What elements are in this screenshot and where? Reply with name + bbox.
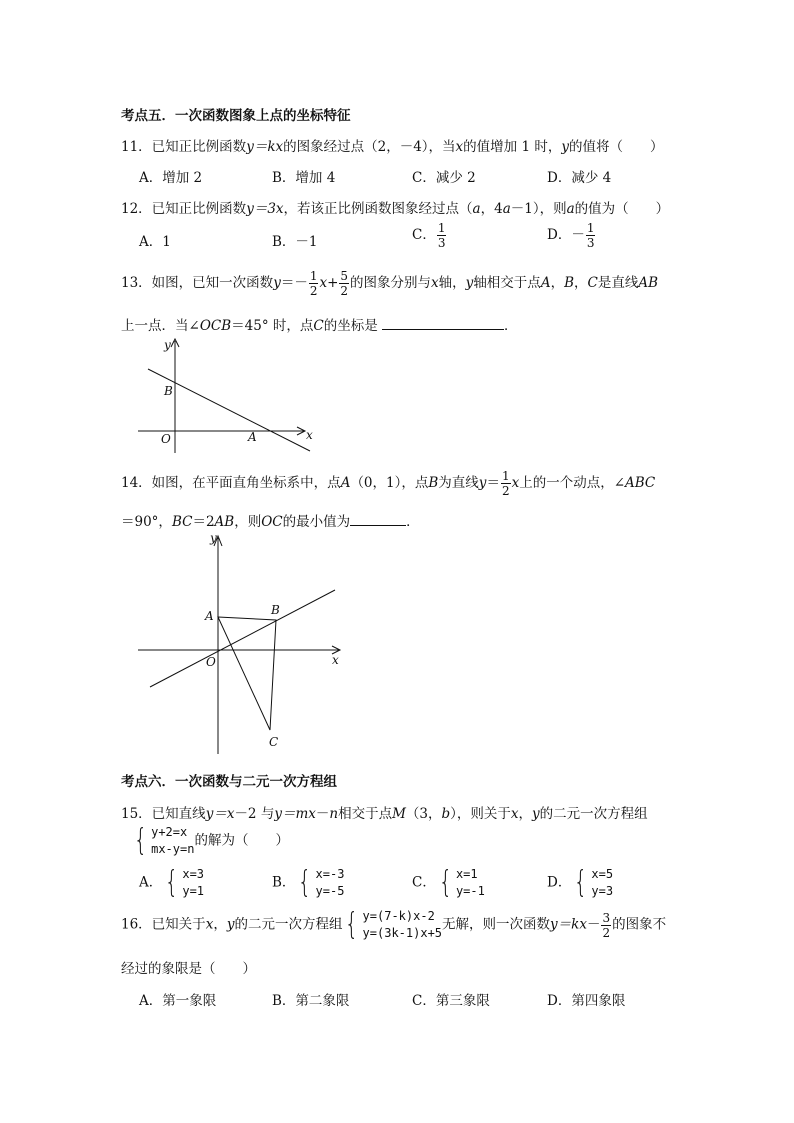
q12-option-b[interactable]: B．－1 <box>272 234 318 250</box>
question-14-line-2 <box>121 510 420 530</box>
fraction-numerator: 3 <box>602 910 611 925</box>
q13-text: 轴， <box>438 275 466 291</box>
fraction-numerator: 1 <box>437 221 446 235</box>
question-11 <box>121 135 663 155</box>
q15-text: 的二元一次方程组 <box>539 806 648 822</box>
fraction-denominator: 2 <box>501 484 510 498</box>
q16-text: 的二元一次方程组 <box>234 916 343 933</box>
q15-system <box>131 824 289 858</box>
q16-option-b[interactable]: B．第二象限 <box>272 993 350 1009</box>
q16-var: y <box>226 916 235 933</box>
triangle-abc <box>218 617 276 730</box>
q14-figure <box>130 530 350 755</box>
q13-text: + <box>327 275 339 291</box>
equation-line: y=1 <box>182 884 205 898</box>
q13-text: 是直线 <box>597 275 639 291</box>
label-b: B <box>164 384 173 398</box>
brace-icon: { <box>345 907 359 942</box>
q16-text: 的图象不 <box>612 916 667 933</box>
q12-option-d[interactable] <box>547 222 596 249</box>
equation-line: x=3 <box>182 867 205 881</box>
q14-var: OC <box>261 514 283 530</box>
label-a: A <box>205 609 214 623</box>
q13-text: 上一点．当∠ <box>121 318 200 334</box>
question-13 <box>121 270 658 297</box>
fraction-numerator: 1 <box>309 269 318 283</box>
q13-var: C <box>587 275 598 291</box>
q13-text: 13．如图，已知一次函数 <box>121 275 274 291</box>
line-ab <box>148 369 310 451</box>
q13-var: B <box>564 275 574 291</box>
q11-text: 11．已知正比例函数 <box>121 139 247 155</box>
q13-text: ＝－ <box>280 275 308 291</box>
q14-var: ABC <box>625 475 656 491</box>
q15-equation: y＝mx <box>274 806 316 822</box>
label-y: y <box>164 338 171 352</box>
q14-var: A <box>340 475 351 491</box>
fraction-denominator: 2 <box>602 925 611 940</box>
q11-equation: y＝kx <box>246 139 284 155</box>
q15-text: （3， <box>405 806 442 822</box>
q16-text: － <box>586 916 601 933</box>
q11-var: x <box>455 139 464 155</box>
equation-system <box>591 866 613 900</box>
q15-option-d[interactable] <box>547 866 613 900</box>
q16-text: 无解，则一次函数 <box>442 916 551 933</box>
q12-var: a <box>566 201 575 217</box>
q14-var: B <box>428 475 439 491</box>
q16-option-d[interactable]: D．第四象限 <box>547 993 626 1009</box>
q16-text: 16．已知关于 <box>121 916 206 933</box>
q12-text: 的值为（ ） <box>574 201 670 217</box>
fraction-numerator: 5 <box>340 269 349 283</box>
q11-option-c[interactable]: C．减少 2 <box>412 170 476 186</box>
q11-option-b[interactable]: B．增加 4 <box>272 170 336 186</box>
q16-option-c[interactable]: C．第三象限 <box>412 993 490 1009</box>
q14-text: 14．如图，在平面直角坐标系中，点 <box>121 475 341 491</box>
fraction-denominator: 2 <box>309 284 318 298</box>
fraction-denominator: 3 <box>437 236 446 250</box>
q13-fraction-2 <box>339 270 349 297</box>
q12-option-c-fraction <box>437 222 447 249</box>
equation-line: x=5 <box>591 867 614 881</box>
q15-text: － <box>315 806 330 822</box>
q14-text: ，则 <box>234 514 262 530</box>
q15-var: x <box>510 806 519 822</box>
equation-system <box>151 824 194 858</box>
q14-fraction <box>501 470 511 497</box>
section-heading-5: 考点五．一次函数图象上点的坐标特征 <box>121 108 351 124</box>
q15-option-b[interactable] <box>272 866 344 900</box>
q12-option-a[interactable]: A．1 <box>139 234 171 250</box>
q12-equation: y＝3x <box>246 201 284 217</box>
brace-icon: { <box>574 865 588 900</box>
equation-line: y=(3k-1)x+5 <box>362 926 443 940</box>
q15-text: －2 与 <box>234 806 275 822</box>
fraction-denominator: 3 <box>586 236 595 250</box>
q15-var: y <box>532 806 540 822</box>
q14-text: ＝ <box>486 475 500 491</box>
q15-var: b <box>441 806 451 822</box>
q12-var: a <box>502 201 511 217</box>
q13-figure <box>130 335 315 455</box>
q14-text: ＝2 <box>192 514 215 530</box>
label-b: B <box>271 603 280 617</box>
q13-text: ， <box>550 275 565 291</box>
q12-text: 12．已知正比例函数 <box>121 201 247 217</box>
q12-text: －1），则 <box>510 201 567 217</box>
equation-line: y=3 <box>591 884 614 898</box>
q14-text: 为直线 <box>438 475 479 491</box>
q16-equation: y＝kx <box>550 916 587 933</box>
q15-option-a[interactable] <box>139 866 204 900</box>
q14-text: （0，1），点 <box>350 475 429 491</box>
q16-text: ， <box>213 916 227 933</box>
brace-icon: { <box>438 865 453 900</box>
q11-var: y <box>561 139 569 155</box>
label-a: A <box>248 430 257 444</box>
q11-option-d[interactable]: D．减少 4 <box>547 170 612 186</box>
q15-text: 15．已知直线 <box>121 806 206 822</box>
fraction-denominator: 2 <box>340 284 349 298</box>
q13-answer-blank[interactable] <box>382 317 504 330</box>
q14-var: BC <box>171 514 193 530</box>
q13-fraction-1 <box>309 270 319 297</box>
q15-text: ， <box>518 806 533 822</box>
brace-icon: { <box>133 823 148 858</box>
q15-option-c[interactable] <box>412 866 485 900</box>
q13-text: ， <box>573 275 588 291</box>
label-c: C <box>269 735 279 749</box>
label-x: x <box>306 428 313 442</box>
q14-answer-blank[interactable] <box>350 513 406 526</box>
q14-text: 上的一个动点，∠ <box>519 475 626 491</box>
label-o: O <box>161 432 171 446</box>
q16-option-a[interactable]: A．第一象限 <box>139 993 217 1009</box>
equation-system <box>182 866 204 900</box>
q14-var: x <box>511 475 520 491</box>
equation-system <box>456 866 485 900</box>
q11-text: 的值增加 1 时， <box>463 139 562 155</box>
q14-text: 的最小值为 <box>282 514 351 530</box>
option-label: A． <box>139 874 163 891</box>
equation-line: y=(7-k)x-2 <box>362 909 435 923</box>
equation-line: x=1 <box>455 867 478 881</box>
q16-var: x <box>205 916 214 933</box>
q13-text: 轴相交于点 <box>473 275 541 291</box>
q11-option-a[interactable]: A．增加 2 <box>139 170 203 186</box>
q12-var: a <box>472 201 481 217</box>
q11-text: 的值将（ ） <box>568 139 664 155</box>
equation-line: y=-5 <box>315 884 345 898</box>
q12-option-d-fraction <box>586 222 596 249</box>
q15-var: M <box>392 806 406 822</box>
label-x: x <box>332 653 339 667</box>
equation-line: y+2=x <box>151 825 188 839</box>
q13-var: AB <box>638 275 658 291</box>
q12-text: ，若该正比例函数图象经过点（ <box>283 201 473 217</box>
q13-var: y <box>465 275 474 291</box>
q13-var: x <box>319 275 328 291</box>
equation-line: mx-y=n <box>151 842 195 856</box>
equation-line: x=-3 <box>315 867 345 881</box>
q12-option-d-label: D．－ <box>547 227 585 243</box>
q13-var: C <box>313 318 324 334</box>
q14-var: AB <box>214 514 235 530</box>
q13-var: y <box>273 275 281 291</box>
q12-text: ，4 <box>480 201 503 217</box>
fraction-numerator: 1 <box>586 221 595 235</box>
q15-text: 相交于点 <box>338 806 393 822</box>
q15-text: ），则关于 <box>450 806 511 822</box>
q13-var: OCB <box>199 318 232 334</box>
q12-option-c-label: C． <box>412 227 436 243</box>
option-label: C． <box>412 874 436 891</box>
q15-text: 的解为（ ） <box>194 832 289 849</box>
question-16-line-2: 经过的象限是（ ） <box>121 961 256 977</box>
q13-text: ＝45° 时，点 <box>231 318 314 334</box>
label-o: O <box>206 655 216 669</box>
section-heading-6: 考点六．一次函数与二元一次方程组 <box>121 774 337 790</box>
q13-text: 的图象分别与 <box>350 275 432 291</box>
equation-system <box>363 908 442 942</box>
q16-fraction <box>601 912 611 939</box>
brace-icon: { <box>298 865 312 900</box>
q14-var: y <box>478 475 487 491</box>
question-13-line-2 <box>121 314 518 334</box>
q13-text: ． <box>504 318 518 334</box>
q11-text: 的图象经过点（2，－4），当 <box>283 139 456 155</box>
q15-var: n <box>329 806 339 822</box>
q13-var: A <box>540 275 551 291</box>
question-14 <box>121 470 655 497</box>
question-16 <box>121 908 666 942</box>
q13-var: x <box>431 275 439 291</box>
option-label: D． <box>547 874 572 891</box>
label-y: y <box>210 531 217 545</box>
q14-text: ＝90°， <box>121 514 172 530</box>
option-label: B． <box>272 874 296 891</box>
equation-line: y=-1 <box>455 884 485 898</box>
q13-text: 的坐标是 <box>323 318 378 334</box>
q12-option-c[interactable] <box>412 222 447 249</box>
question-15 <box>121 802 648 822</box>
fraction-numerator: 1 <box>501 469 510 483</box>
line-y-half-x <box>150 590 335 687</box>
q14-text: ． <box>406 514 420 530</box>
equation-system <box>316 866 345 900</box>
question-12 <box>121 197 669 217</box>
brace-icon: { <box>165 865 179 900</box>
q15-equation: y＝x <box>205 806 235 822</box>
